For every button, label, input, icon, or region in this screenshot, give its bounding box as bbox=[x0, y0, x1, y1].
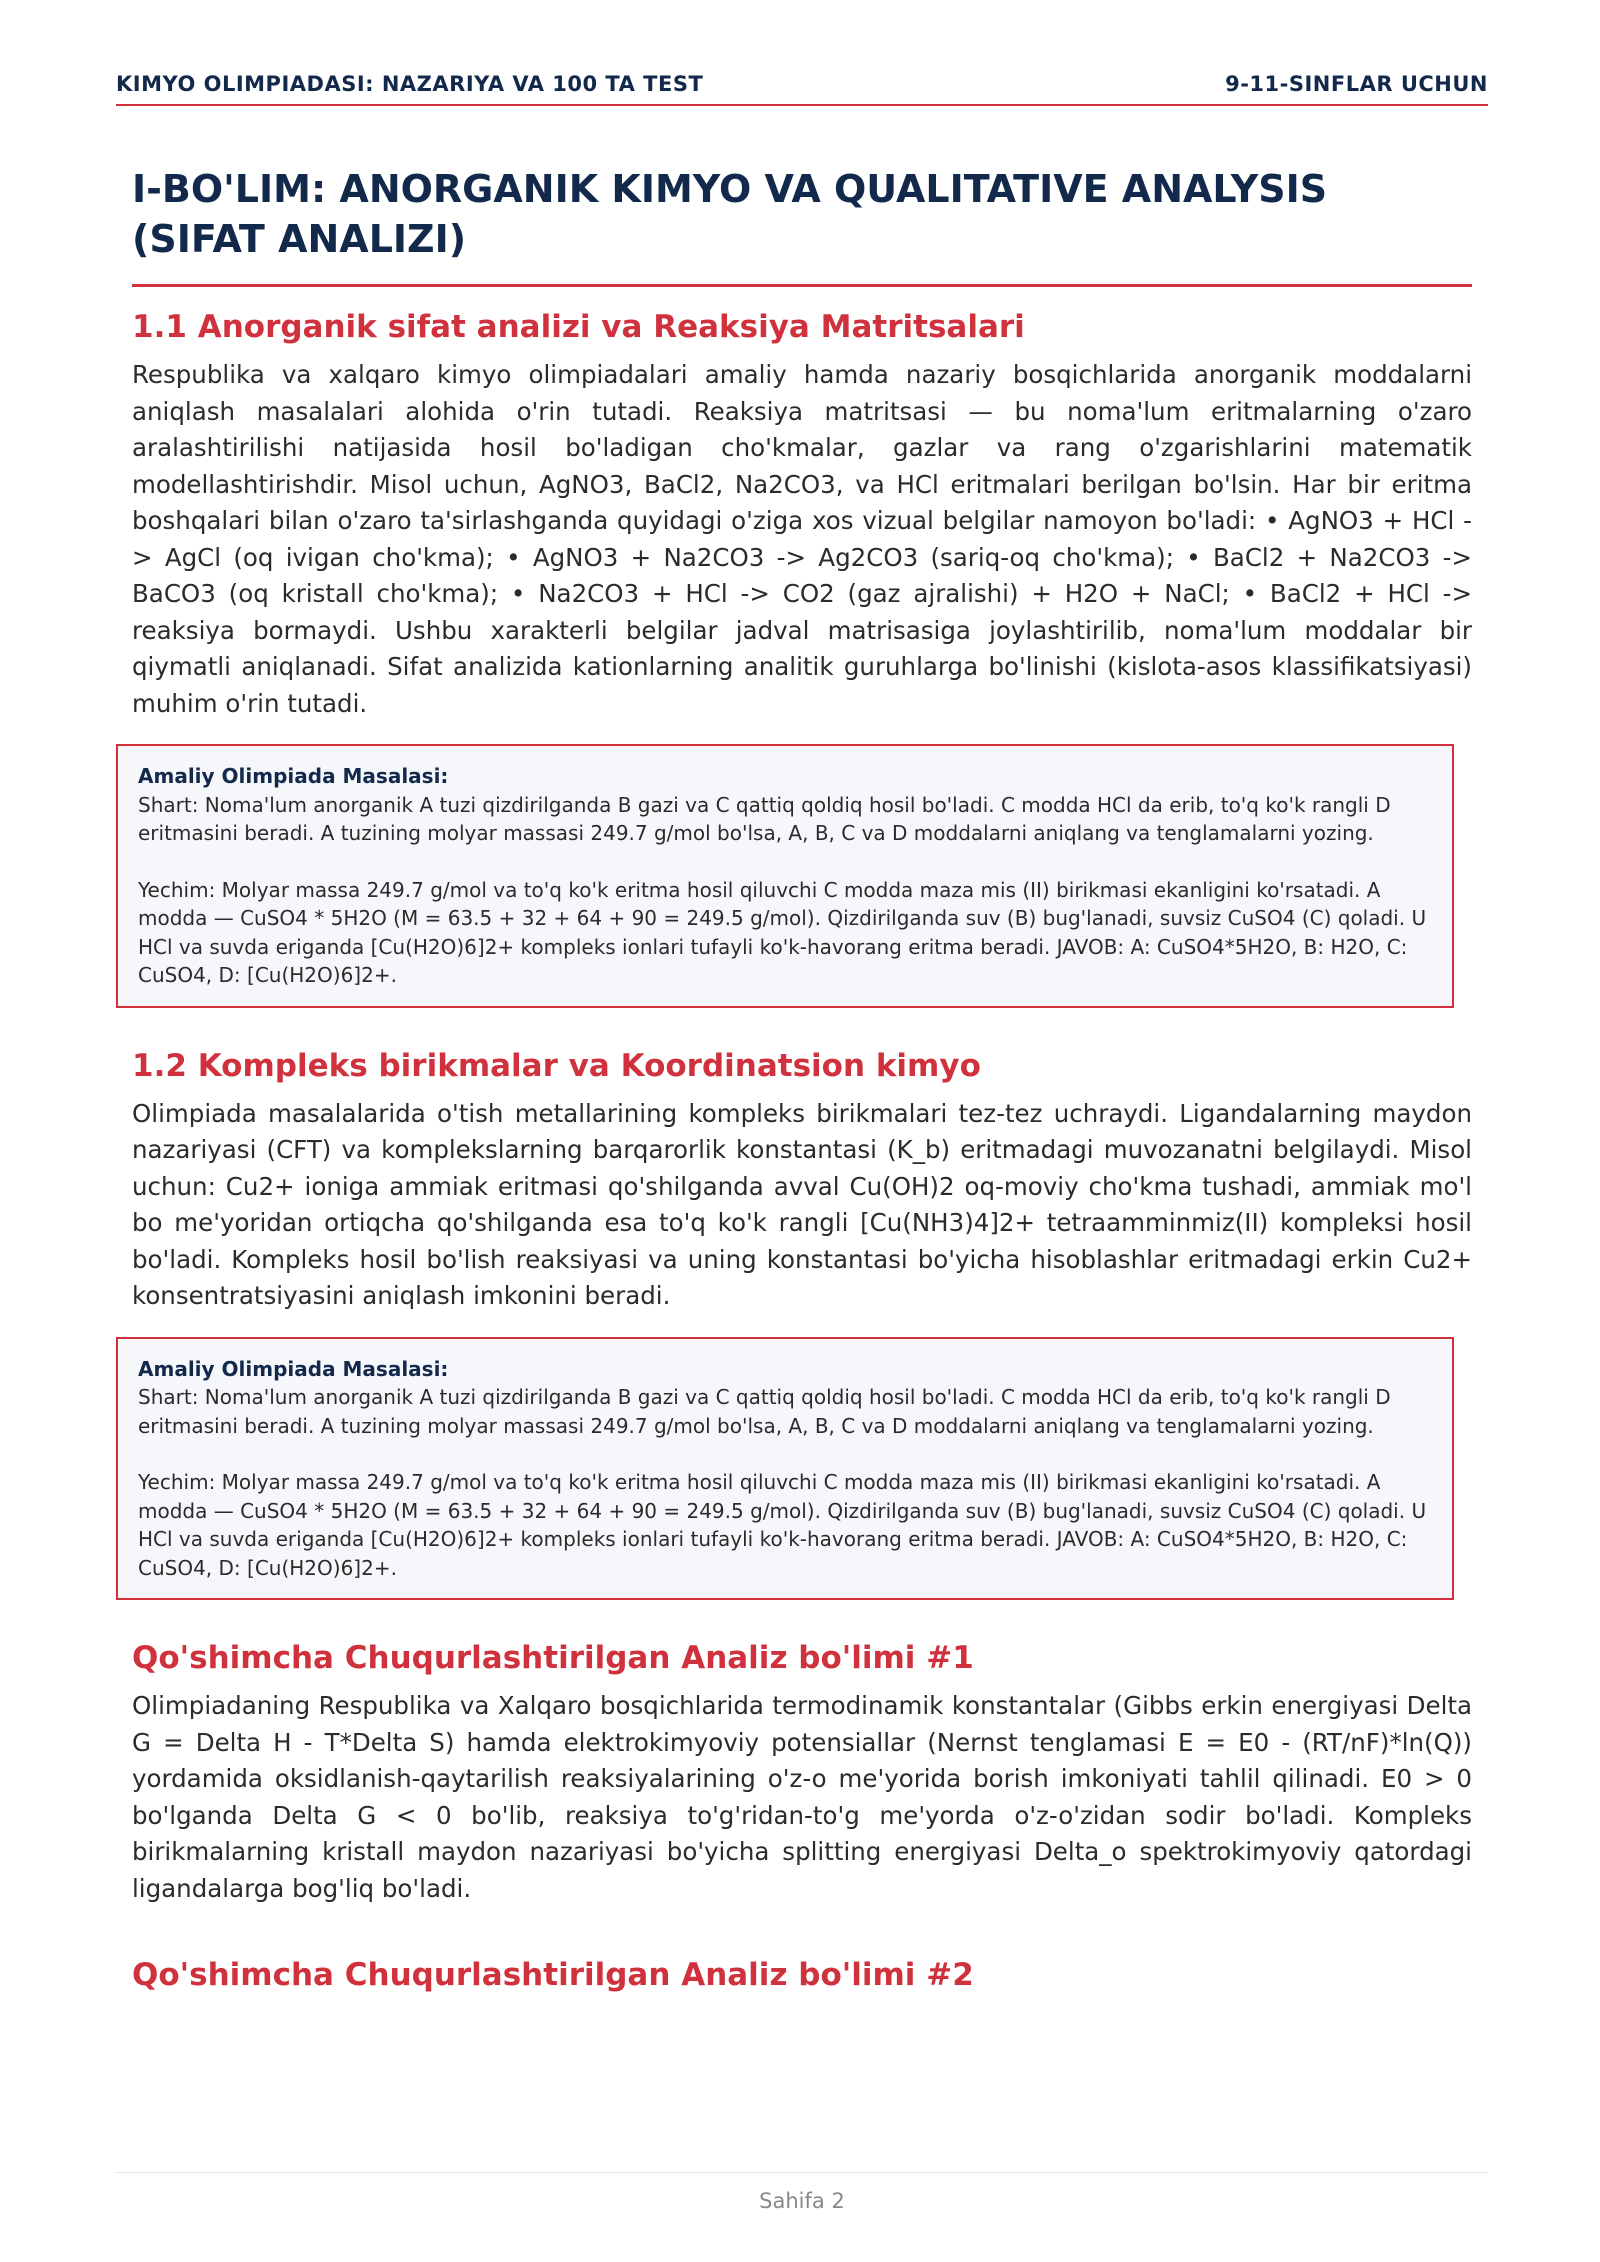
header-grade-label: 9-11-SINFLAR UCHUN bbox=[1225, 72, 1488, 96]
problem-condition: Shart: Noma'lum anorganik A tuzi qizdirilganda B gazi va C qattiq qoldiq hosil bo'ladi. C modda HCl da erib, to'q ko'k rangli D eritmasini beradi. A tuzining molyar massasi 249.7 g/mol bo'lsa, A, B, C va D moddalarni aniqlang va tenglamalarni yozing. bbox=[138, 792, 1391, 845]
problem-condition: Shart: Noma'lum anorganik A tuzi qizdirilganda B gazi va C qattiq qoldiq hosil bo'ladi. C modda HCl da erib, to'q ko'k rangli D eritmasini beradi. A tuzining molyar massasi 249.7 g/mol bo'lsa, A, B, C va D moddalarni aniqlang va tenglamalarni yozing. bbox=[138, 1385, 1391, 1438]
section-title-extra-1: Qo'shimcha Chuqurlashtirilgan Analiz bo'limi #1 bbox=[132, 1640, 974, 1676]
section-body-1-1: Respublika va xalqaro kimyo olimpiadalari amaliy hamda nazariy bosqichlarida anorganik moddalarni aniqlash masalalari alohida o'rin tutadi. Reaksiya matritsasi — bu noma'lum eritmalarning o'zaro aralashtirilishi natijasida hosil bo'ladigan cho'kmalar, gazlar va rang o'zgarishlarini matematik modellashtirishdir. Misol uchun, AgNO3, BaCl2, Na2CO3, va HCl eritmalari berilgan bo'lsin. Har bir eritma boshqalari bilan o'zaro ta'sirlashganda quyidagi o'ziga xos vizual belgilar namoyon bo'ladi: • AgNO3 + HCl -> AgCl (oq ivigan cho'kma); • AgNO3 + Na2CO3 -> Ag2CO3 (sariq-oq cho'kma); • BaCl2 + Na2CO3 -> BaCO3 (oq kristall cho'kma); • Na2CO3 + HCl -> CO2 (gaz ajralishi) + H2O + NaCl; • BaCl2 + HCl -> reaksiya bormaydi. Ushbu xarakterli belgilar jadval matrisasiga joylashtirilib, noma'lum moddalar bir qiymatli aniqlanadi. Sifat analizida kationlarning analitik guruhlarga bo'linishi (kislota-asos klassifikatsiyasi) muhim o'rin tutadi. bbox=[132, 360, 1472, 718]
olympiad-problem-box-1 bbox=[116, 744, 1454, 1008]
page-content bbox=[132, 164, 1472, 1995]
section-body-extra-1: Olimpiadaning Respublika va Xalqaro bosqichlarida termodinamik konstantalar (Gibbs erkin energiyasi Delta G = Delta H - T*Delta S) hamda elektrokimyoviy potensiallar (Nernst tenglamasi E = E0 - (RT/nF)*ln(Q)) yordamida oksidlanish-qaytarilish reaksiyalarining o'z-o me'yorida borish imkoniyati tahlil qilinadi. E0 > 0 bo'lganda Delta G < 0 bo'lib, reaksiya to'g'ridan-to'g me'yorda o'z-o'zidan sodir bo'ladi. Kompleks birikmalarning kristall maydon nazariyasi bo'yicha splitting energiyasi Delta_o spektrokimyoviy qatordagi ligandalarga bog'liq bo'ladi. bbox=[132, 1691, 1472, 1903]
olympiad-problem-box-2 bbox=[116, 1337, 1454, 1601]
section-title-1-1: 1.1 Anorganik sifat analizi va Reaksiya Matritsalari bbox=[132, 309, 1025, 345]
problem-box-title: Amaliy Olimpiada Masalasi: bbox=[138, 764, 449, 788]
section-title-extra-2: Qo'shimcha Chuqurlashtirilgan Analiz bo'limi #2 bbox=[132, 1957, 974, 1993]
problem-solution: Yechim: Molyar massa 249.7 g/mol va to'q ko'k eritma hosil qiluvchi C modda maza mis (II) birikmasi ekanligini ko'rsatadi. A modda — CuSO4 * 5H2O (M = 63.5 + 32 + 64 + 90 = 249.5 g/mol). Qizdirilganda suv (B) bug'lanadi, suvsiz CuSO4 (C) qoladi. U HCl va suvda eriganda [Cu(H2O)6]2+ kompleks ionlari tufayli ko'k-havorang eritma beradi. JAVOB: A: CuSO4*5H2O, B: H2O, C: CuSO4, D: [Cu(H2O)6]2+. bbox=[138, 877, 1427, 987]
problem-solution: Yechim: Molyar massa 249.7 g/mol va to'q ko'k eritma hosil qiluvchi C modda maza mis (II) birikmasi ekanligini ko'rsatadi. A modda — CuSO4 * 5H2O (M = 63.5 + 32 + 64 + 90 = 249.5 g/mol). Qizdirilganda suv (B) bug'lanadi, suvsiz CuSO4 (C) qoladi. U HCl va suvda eriganda [Cu(H2O)6]2+ kompleks ionlari tufayli ko'k-havorang eritma beradi. JAVOB: A: CuSO4*5H2O, B: H2O, C: CuSO4, D: [Cu(H2O)6]2+. bbox=[138, 1470, 1427, 1580]
running-header bbox=[116, 72, 1488, 106]
problem-box-title: Amaliy Olimpiada Masalasi: bbox=[138, 1356, 449, 1381]
section-title-1-2: 1.2 Kompleks birikmalar va Koordinatsion kimyo bbox=[132, 1047, 981, 1084]
page-footer bbox=[116, 2172, 1488, 2213]
page-number: Sahifa 2 bbox=[759, 2189, 845, 2213]
header-book-title: KIMYO OLIMPIADASI: NAZARIYA VA 100 TA TEST bbox=[116, 72, 704, 96]
chapter-title: I-BO'LIM: ANORGANIK KIMYO VA QUALITATIVE ANALYSIS (SIFAT ANALIZI) bbox=[132, 164, 1472, 287]
section-body-1-2: Olimpiada masalalarida o'tish metallarining kompleks birikmalari tez-tez uchraydi. Ligandalarning maydon nazariyasi (CFT) va komplekslarning barqarorlik konstantasi (K_b) eritmadagi muvozanatni belgilaydi. Misol uchun: Cu2+ ioniga ammiak eritmasi qo'shilganda avval Cu(OH)2 oq-moviy cho'kma tushadi, ammiak mo'l bo me'yoridan ortiqcha qo'shilganda esa to'q ko'k rangli [Cu(NH3)4]2+ tetraamminmiz(II) kompleksi hosil bo'ladi. Kompleks hosil bo'lish reaksiyasi va uning konstantasi bo'yicha hisoblashlar eritmadagi erkin Cu2+ konsentratsiyasini aniqlash imkonini beradi. bbox=[132, 1098, 1472, 1310]
